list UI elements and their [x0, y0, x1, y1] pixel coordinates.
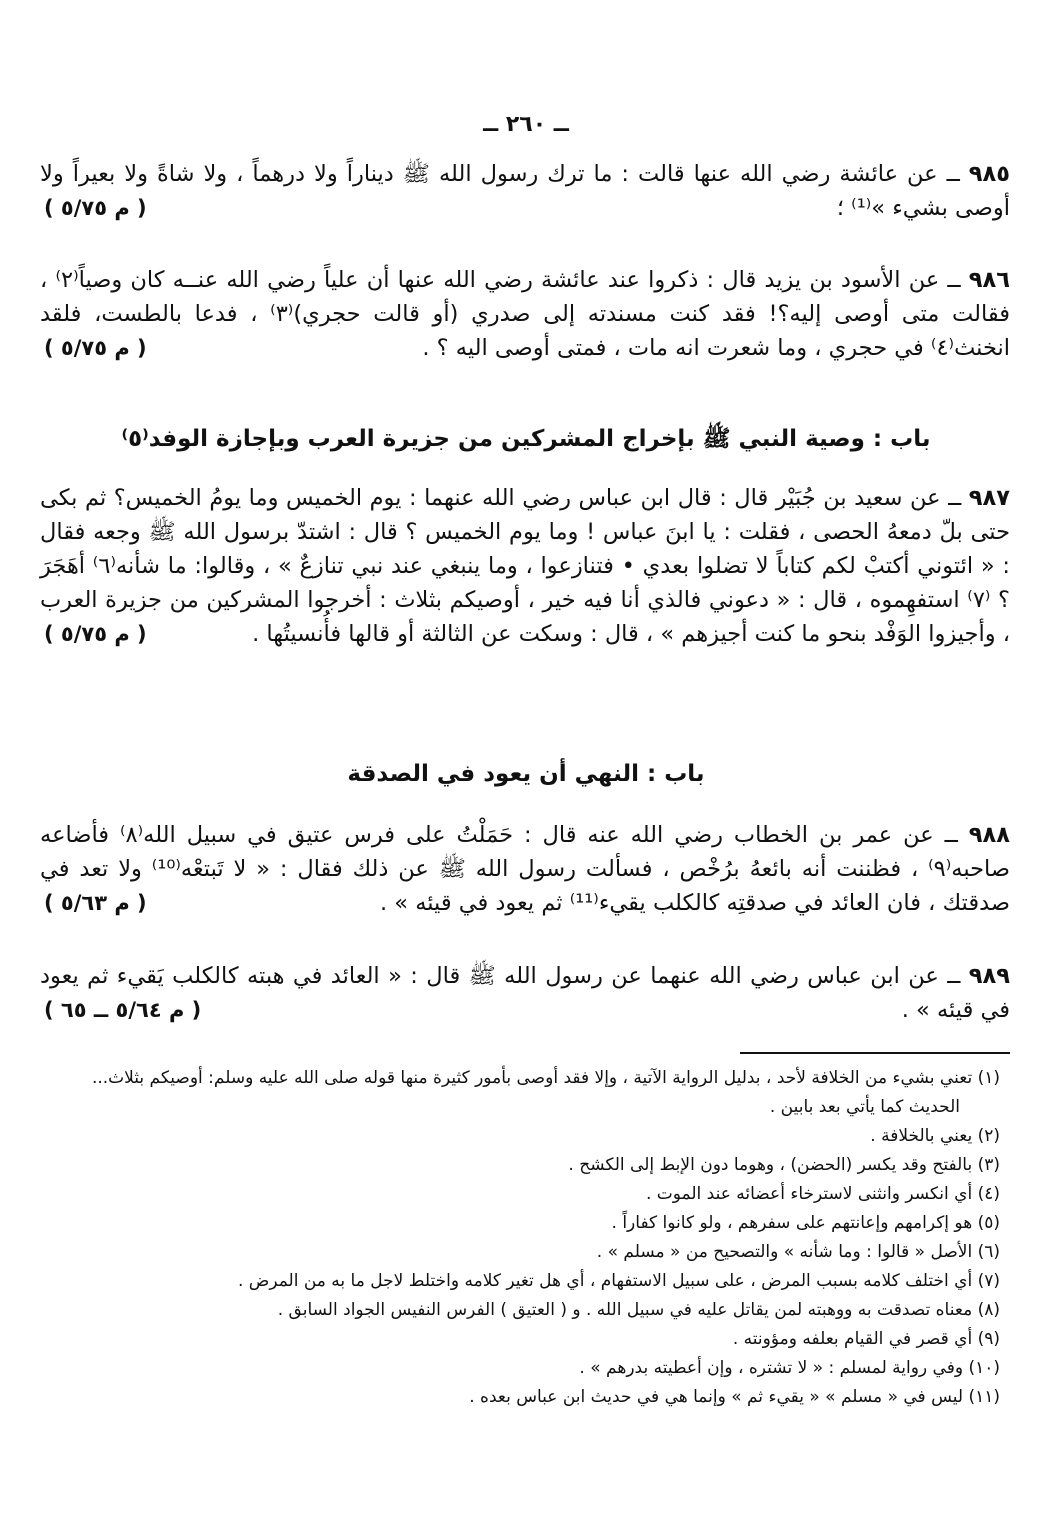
hadith-reference: ( م ٥/٦٤ ــ ٦٥ )	[44, 998, 202, 1022]
hadith-989	[40, 959, 1010, 1027]
hadith-text: ــ عن الأسود بن يزيد قال : ذكروا عند عائشة رضي الله عنها أن علياً رضي الله عنــه كان وصياً⁽٢⁾ ، فقالت متى أوصى إليه؟! فقد كنت مسندته إلى صدري (أو قالت حجري)⁽٣⁾ ، فدعا بالطست، فلقد انخنث⁽٤⁾ في حجري ، وما شعرت انه مات ، فمتى أوصى اليه ؟ .	[40, 267, 1011, 361]
hadith-number: ٩٨٩	[968, 963, 1010, 989]
hadith-reference: ( م ٥/٧٥ )	[44, 336, 147, 360]
footnotes	[40, 1064, 1000, 1412]
footnote: (١) تعني بشيء من الخلافة لأحد ، بدليل الرواية الآتية ، وإلا فقد أوصى بأمور كثيرة منها قوله صلى الله عليه وسلم: أوصيكم بثلاث...	[91, 1068, 1000, 1088]
hadith-number: ٩٨٥	[968, 161, 1010, 187]
footnote: (٤) أي انكسر وانثنى لاسترخاء أعضائه عند الموت .	[645, 1184, 1000, 1204]
hadith-text: ــ عن سعيد بن جُبَيْر قال : قال ابن عباس رضي الله عنهما : يوم الخميس وما يومُ الخميس؟ ثم بكى حتى بلّ دمعهُ الحصى ، فقلت : يا ابنَ عباس ! وما يوم الخميس ؟ قال : اشتدّ برسول الله ﷺ وجعه فقال : « ائتوني أكتبْ لكم كتاباً لا تضلوا بعدي • فتنازعوا ، وما ينبغي عند نبي تنازعٌ » ، وقالوا: ما شأنه⁽٦⁾ أهَجَرَ ؟ ⁽٧⁾ استفهِموه ، قال : « دعوني فالذي أنا فيه خير ، أوصيكم بثلاث : أخرجوا المشركين من جزيرة العرب ، وأجيزوا الوَفْد بنحو ما كنت أجيزهم » ، قال : وسكت عن الثالثة أو قالها فأُنسيتُها .	[40, 485, 1011, 647]
footnote: الحديث كما يأتي بعد بابين .	[769, 1097, 960, 1117]
hadith-text: ــ عن عائشة رضي الله عنها قالت : ما ترك رسول الله ﷺ ديناراً ولا درهماً ، ولا شاةً ولا بعيراً ولا أوصى بشيء »⁽¹⁾ ؛	[40, 161, 1010, 221]
footnote: (٦) الأصل « قالوا : وما شأنه » والتصحيح من « مسلم » .	[596, 1242, 1000, 1262]
footnote: (١٠) وفي رواية لمسلم : « لا تشتره ، وإن أعطيته بدرهم » .	[579, 1358, 1000, 1378]
hadith-986	[40, 263, 1010, 365]
footnote: (٧) أي اختلف كلامه بسبب المرض ، على سبيل الاستفهام ، أي هل تغير كلامه واختلط لاجل ما به من المرض .	[237, 1271, 1000, 1291]
footnote-divider	[740, 1052, 1010, 1054]
hadith-text: ــ عن عمر بن الخطاب رضي الله عنه قال : حَمَلْتُ على فرس عتيق في سبيل الله⁽٨⁾ فأضاعه صاحبه⁽٩⁾ ، فظننت أنه بائعهُ برُخْص ، فسألت رسول الله ﷺ عن ذلك فقال : « لا تَبتعْه⁽¹⁰⁾ ولا تعد في صدقتك ، فان العائد في صدقتِه كالكلب يقيء⁽¹¹⁾ ثم يعود في قيئه » .	[40, 822, 1010, 916]
page-number: ــ ٢٦٠ ــ	[483, 112, 569, 137]
chapter-heading: باب : وصية النبي ﷺ بإخراج المشركين من جزيرة العرب وبإجازة الوفد⁽٥⁾	[121, 426, 931, 452]
footnote: (٩) أي قصر في القيام بعلفه ومؤونته .	[732, 1329, 1000, 1349]
hadith-number: ٩٨٨	[968, 822, 1010, 848]
footnote: (٥) هو إكرامهم وإعانتهم على سفرهم ، ولو كانوا كفاراً .	[611, 1213, 1000, 1233]
hadith-988	[40, 818, 1010, 920]
hadith-text: ــ عن ابن عباس رضي الله عنهما عن رسول الله ﷺ قال : « العائد في هبته كالكلب يَقيء ثم يعود في قيئه » .	[40, 963, 1010, 1023]
footnote: (١١) ليس في « مسلم » « يقيء ثم » وإنما هي في حديث ابن عباس بعده .	[469, 1387, 1000, 1407]
footnote: (٨) معناه تصدقت به ووهبته لمن يقاتل عليه في سبيل الله . و ( العتيق ) الفرس النفيس الجواد السابق .	[277, 1300, 1000, 1320]
chapter-heading: باب : النهي أن يعود في الصدقة	[347, 761, 705, 787]
hadith-number: ٩٨٧	[968, 485, 1010, 511]
hadith-number: ٩٨٦	[968, 267, 1010, 293]
hadith-985	[40, 157, 1010, 225]
hadith-reference: ( م ٥/٧٥ )	[44, 622, 147, 646]
hadith-987	[40, 481, 1010, 651]
footnote: (٢) يعني بالخلافة .	[870, 1126, 1000, 1146]
footnote: (٣) بالفتح وقد يكسر (الحضن) ، وهوما دون الإبط إلى الكشح .	[568, 1155, 1000, 1175]
hadith-reference: ( م ٥/٦٣ )	[44, 891, 147, 915]
hadith-reference: ( م ٥/٧٥ )	[44, 196, 147, 220]
